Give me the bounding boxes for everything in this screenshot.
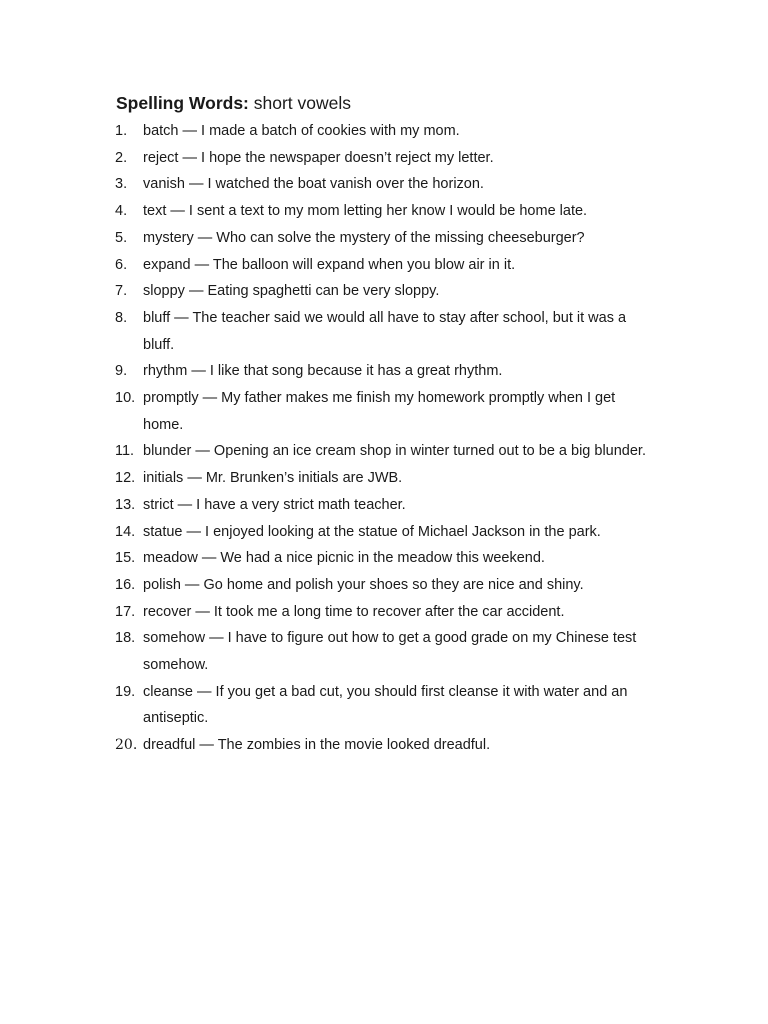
item-text: vanish — I watched the boat vanish over the horizon. [143, 176, 484, 193]
list-item [0, 171, 768, 198]
item-text: meadow — We had a nice picnic in the meadow this weekend. [143, 550, 545, 567]
item-number: 8. [115, 309, 128, 326]
list-item [0, 465, 768, 492]
item-number: 18. [115, 630, 136, 647]
list-item [0, 278, 768, 305]
item-number: 4. [115, 203, 128, 220]
list-item [0, 145, 768, 172]
item-text: initials — Mr. Brunken’s initials are JWB. [143, 470, 403, 487]
item-text: somehow — I have to figure out how to get a good grade on my Chinese test somehow. [143, 630, 637, 674]
item-text: expand — The balloon will expand when you blow air in it. [143, 256, 516, 273]
list-item [0, 492, 768, 519]
spelling-word-list [0, 118, 768, 759]
item-number: 6. [115, 256, 128, 273]
item-number: 16. [115, 576, 136, 593]
page-title [116, 92, 351, 114]
item-number: 12. [115, 470, 136, 487]
list-item [0, 679, 768, 732]
item-text: polish — Go home and polish your shoes so they are nice and shiny. [143, 576, 584, 593]
item-text: reject — I hope the newspaper doesn’t reject my letter. [143, 149, 494, 166]
item-number: 17. [115, 603, 136, 620]
item-text: statue — I enjoyed looking at the statue of Michael Jackson in the park. [143, 523, 601, 540]
list-item [0, 305, 768, 358]
list-item [0, 625, 768, 678]
item-text: mystery — Who can solve the mystery of the missing cheeseburger? [143, 229, 585, 246]
list-item [0, 385, 768, 438]
list-item [0, 118, 768, 145]
title-bold: Spelling Words: [116, 93, 249, 113]
item-text: rhythm — I like that song because it has a great rhythm. [143, 363, 503, 380]
list-item [0, 572, 768, 599]
item-number: 10. [115, 390, 136, 407]
list-item [0, 358, 768, 385]
list-item [0, 545, 768, 572]
list-item [0, 438, 768, 465]
item-text: cleanse — If you get a bad cut, you should first cleanse it with water and an antiseptic. [143, 683, 628, 727]
item-number: 7. [115, 283, 128, 300]
item-text: sloppy — Eating spaghetti can be very sloppy. [143, 283, 440, 300]
item-number: 9. [115, 363, 128, 380]
list-item [0, 198, 768, 225]
item-number: 2. [115, 149, 128, 166]
item-text: recover — It took me a long time to recover after the car accident. [143, 603, 565, 620]
list-item [0, 599, 768, 626]
list-item [0, 519, 768, 546]
item-number: 11. [115, 443, 135, 460]
item-text: batch — I made a batch of cookies with my mom. [143, 123, 460, 139]
title-subtitle: short vowels [248, 93, 351, 113]
list-item [0, 225, 768, 252]
item-text: promptly — My father makes me finish my homework promptly when I get home. [143, 390, 616, 433]
item-number: 13. [115, 496, 136, 513]
item-number: 5. [115, 229, 128, 246]
list-item [0, 732, 768, 759]
item-text: text — I sent a text to my mom letting her know I would be home late. [143, 203, 588, 220]
item-text: bluff — The teacher said we would all have to stay after school, but it was a bluff. [143, 309, 627, 353]
item-number: 15. [115, 550, 136, 567]
item-number: 3. [115, 176, 128, 193]
item-text: strict — I have a very strict math teacher. [143, 496, 406, 513]
item-number: 19. [115, 683, 136, 700]
item-number: 20. [115, 737, 138, 754]
list-item [0, 252, 768, 279]
item-number: 14. [115, 523, 136, 540]
item-text: blunder — Opening an ice cream shop in winter turned out to be a big blunder. [143, 443, 646, 460]
item-text: dreadful — The zombies in the movie looked dreadful. [143, 737, 491, 754]
item-number: 1. [115, 123, 128, 139]
